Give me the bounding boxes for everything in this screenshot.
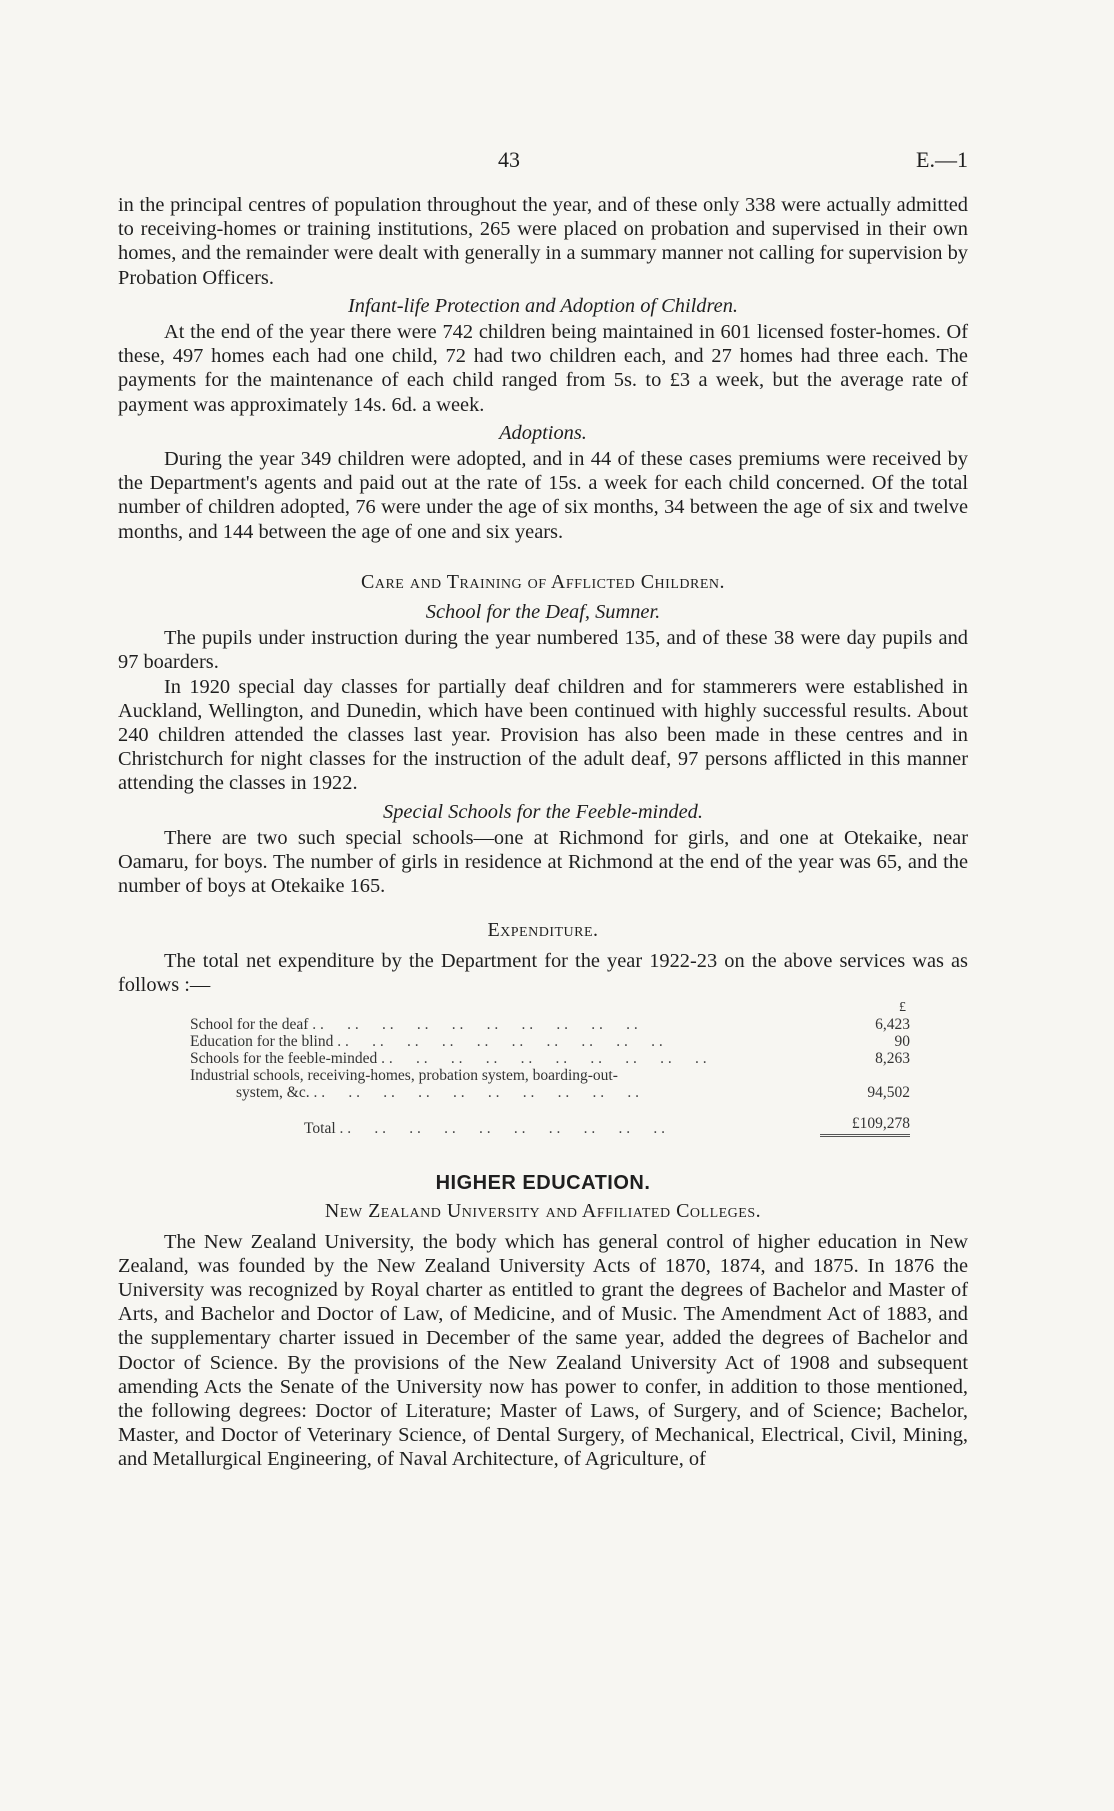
infant-life-heading: Infant-life Protection and Adoption of Children. <box>347 294 739 317</box>
row-label: School for the deaf . . <box>190 1016 820 1033</box>
page-number: 43 <box>498 147 520 172</box>
expenditure-table <box>190 999 910 1137</box>
university-subheading: New Zealand University and Affiliated Colleges. <box>324 1200 762 1223</box>
table-row <box>190 1016 910 1033</box>
currency-symbol: £ <box>899 1000 906 1016</box>
feeble-minded-paragraph: There are two such special schools—one at Richmond for girls, and one at Otekaike, near Oamaru, for boys. The number of girls in residence at Richmond at the end of the year was 65, and the number of boys at Otekaike 165. <box>118 826 968 898</box>
university-paragraph: The New Zealand University, the body which has general control of higher education in New Zealand, was founded by the New Zealand University Acts of 1870, 1874, and 1875. In 1876 the University was recognized by Royal charter as entitled to grant the degrees of Bachelor and Master of Arts, and Bachelor and Doctor of Law, of Medicine, and of Music. The Amendment Act of 1883, and the supplementary charter issued in December of the same year, added the degrees of Bachelor and Doctor of Science. By the provisions of the New Zealand University Act of 1908 and subsequent amending Acts the Senate of the University now has power to confer, in addition to those mentioned, the following degrees: Doctor of Literature; Master of Laws, of Surgery, and of Science; Bachelor, Master, and Doctor of Veterinary Science, of Dental Surgery, of Mechanical, Electrical, Civil, Mining, and Metallurgical Engineering, of Naval Architecture, of Agriculture, of <box>118 1230 968 1471</box>
table-row <box>190 1067 910 1084</box>
row-label: Schools for the feeble-minded . . <box>190 1050 820 1067</box>
row-label: Education for the blind . . <box>190 1033 820 1050</box>
page-header <box>118 147 968 177</box>
row-value: 8,263 <box>875 1050 910 1068</box>
intro-paragraph: in the principal centres of population throughout the year, and of these only 338 were actually admitted to receiving-homes or training institutions, 265 were placed on probation and supervised in their own homes, and the remainder were dealt with generally in a summary manner not calling for supervision by Probation Officers. <box>118 194 968 289</box>
total-row <box>190 1115 910 1137</box>
adoptions-heading: Adoptions. <box>499 421 587 444</box>
row-value: 6,423 <box>875 1016 910 1034</box>
expenditure-intro: The total net expenditure by the Department for the year 1922-23 on the above services was as follows :— <box>118 949 968 996</box>
row-value: 90 <box>894 1033 910 1051</box>
row-label: Industrial schools, receiving-homes, probation system, boarding-out- <box>190 1067 618 1085</box>
higher-education-heading: HIGHER EDUCATION. <box>435 1172 651 1195</box>
table-row <box>190 1050 910 1067</box>
adoptions-paragraph: During the year 349 children were adopted, and in 44 of these cases premiums were received by the Department's agents and paid out at the rate of 15s. a week for each child concerned. Of the total number of children adopted, 76 were under the age of six months, 34 between the age of six and twelve months, and 144 between the age of one and six years. <box>118 448 968 543</box>
series-label: E.—1 <box>916 147 968 172</box>
feeble-minded-heading: Special Schools for the Feeble-minded. <box>383 800 703 823</box>
afflicted-section-heading: Care and Training of Afflicted Children. <box>361 570 725 593</box>
total-label: Total . . <box>190 1120 820 1137</box>
deaf-paragraph-1: The pupils under instruction during the year numbered 135, and of these 38 were day pupils and 97 boarders. <box>118 627 968 674</box>
infant-life-paragraph: At the end of the year there were 742 children being maintained in 601 licensed foster-homes. Of these, 497 homes each had one child, 72 had two children each, and 27 homes had three each. The payments for the maintenance of each child ranged from 5s. to £3 a week, but the average rate of payment was approximately 14s. 6d. a week. <box>118 321 968 416</box>
table-row <box>190 1084 910 1101</box>
deaf-school-heading: School for the Deaf, Sumner. <box>425 601 661 624</box>
table-row <box>190 1033 910 1050</box>
expenditure-heading: Expenditure. <box>487 919 599 942</box>
row-label: system, &c. . . <box>190 1084 820 1101</box>
total-value: £109,278 <box>820 1115 910 1137</box>
row-value: 94,502 <box>867 1084 910 1102</box>
document-body <box>118 193 968 1472</box>
deaf-paragraph-2: In 1920 special day classes for partially deaf children and for stammerers were established in Auckland, Wellington, and Dunedin, which have been continued with highly successful results. About 240 children attended the classes last year. Provision has also been made in these centres and in Christchurch for night classes for the instruction of the adult deaf, 97 persons afflicted in this manner attending the classes in 1922. <box>118 675 968 795</box>
